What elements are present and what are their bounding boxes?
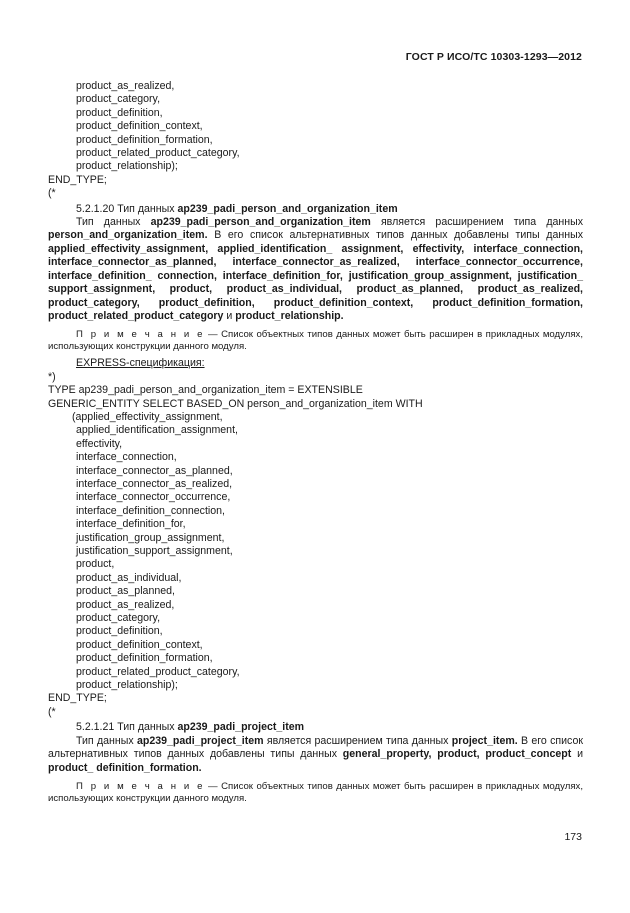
code-line: effectivity,: [76, 437, 123, 450]
code-line: product_definition,: [76, 106, 163, 119]
page-body: [48, 80, 583, 805]
section-paragraph: Тип данных ap239_padi_project_item является расширением типа данных project_item. В его список альтернативных типов данных добавлены типы данных general_property, product, product_concept и product_ definition_formation.: [48, 734, 583, 774]
page-number: 173: [564, 831, 582, 843]
code-line: applied_identification_assignment,: [76, 424, 238, 437]
express-block-2: [48, 371, 583, 720]
code-line: interface_connector_occurrence,: [76, 491, 231, 504]
comment-close: *): [48, 370, 56, 383]
code-line: interface_definition_connection,: [76, 504, 226, 517]
code-line: product_as_individual,: [76, 571, 182, 584]
note-paragraph: П р и м е ч а н и е — Список объектных типов данных может быть расширен в прикладных модулях, использующих конструкции данного модуля.: [48, 329, 583, 353]
code-line: product_category,: [76, 612, 161, 625]
code-line: product_as_realized,: [76, 598, 175, 611]
code-line: product_relationship);: [76, 679, 178, 692]
code-line: product,: [76, 558, 115, 571]
comment-open: (*: [48, 705, 56, 718]
code-line: product_definition_formation,: [76, 652, 213, 665]
section-paragraph: Тип данных ap239_padi_person_and_organization_item является расширением типа данных person_and_organization_item. В его список альтернативных типов данных добавлены типы данных applied_effectivity_assignment, applied_identification_ assignment, effectivity, interface_connection, interface_connector_as_planned, interface_connector_as_realized, interface_connector_occurrence, interface_definition_ connection, interface_definition_for, justification_group_assignment, justification_ support_assignment, product, product_as_individual, product_as_planned, product_as_realized, product_category, product_definition, product_definition_context, product_definition_formation, product_related_product_category и product_relationship.: [48, 216, 583, 322]
code-line: justification_support_assignment,: [76, 545, 233, 557]
code-line: product_related_product_category,: [76, 147, 240, 160]
section-heading-5-2-1-20: 5.2.1.20 Тип данных ap239_padi_person_and_organization_item: [76, 202, 398, 215]
note-paragraph: П р и м е ч а н и е — Список объектных типов данных может быть расширен в прикладных модулях, использующих конструкции данного модуля.: [48, 780, 583, 804]
code-line: interface_connection,: [76, 451, 177, 464]
express-block-1: [48, 80, 583, 201]
code-line: product_category,: [76, 93, 161, 106]
code-line: product_as_planned,: [76, 585, 175, 598]
code-line: product_definition_context,: [76, 120, 203, 133]
code-line: product_related_product_category,: [76, 665, 240, 678]
type-declaration: GENERIC_ENTITY SELECT BASED_ON person_and_organization_item WITH: [48, 397, 423, 410]
code-line: interface_connector_as_realized,: [76, 477, 233, 490]
end-type-line: END_TYPE;: [48, 692, 107, 705]
code-line: interface_definition_for,: [76, 518, 186, 531]
type-declaration: TYPE ap239_padi_person_and_organization_item = EXTENSIBLE: [48, 384, 363, 397]
express-spec-label: EXPRESS-спецификация:: [76, 357, 205, 370]
code-line: product_relationship);: [76, 160, 178, 173]
code-line: product_definition_context,: [76, 638, 203, 651]
code-line: product_as_realized,: [76, 80, 175, 92]
code-line: justification_group_assignment,: [76, 531, 225, 544]
code-line: product_definition_formation,: [76, 133, 213, 146]
end-type-line: END_TYPE;: [48, 173, 107, 186]
document-header: ГОСТ Р ИСО/ТС 10303-1293—2012: [405, 51, 582, 63]
code-line: interface_connector_as_planned,: [76, 464, 233, 477]
section-heading-5-2-1-21: 5.2.1.21 Тип данных ap239_padi_project_item: [76, 721, 305, 734]
code-line: (applied_effectivity_assignment,: [72, 410, 223, 423]
comment-open: (*: [48, 187, 56, 200]
code-line: product_definition,: [76, 625, 163, 638]
